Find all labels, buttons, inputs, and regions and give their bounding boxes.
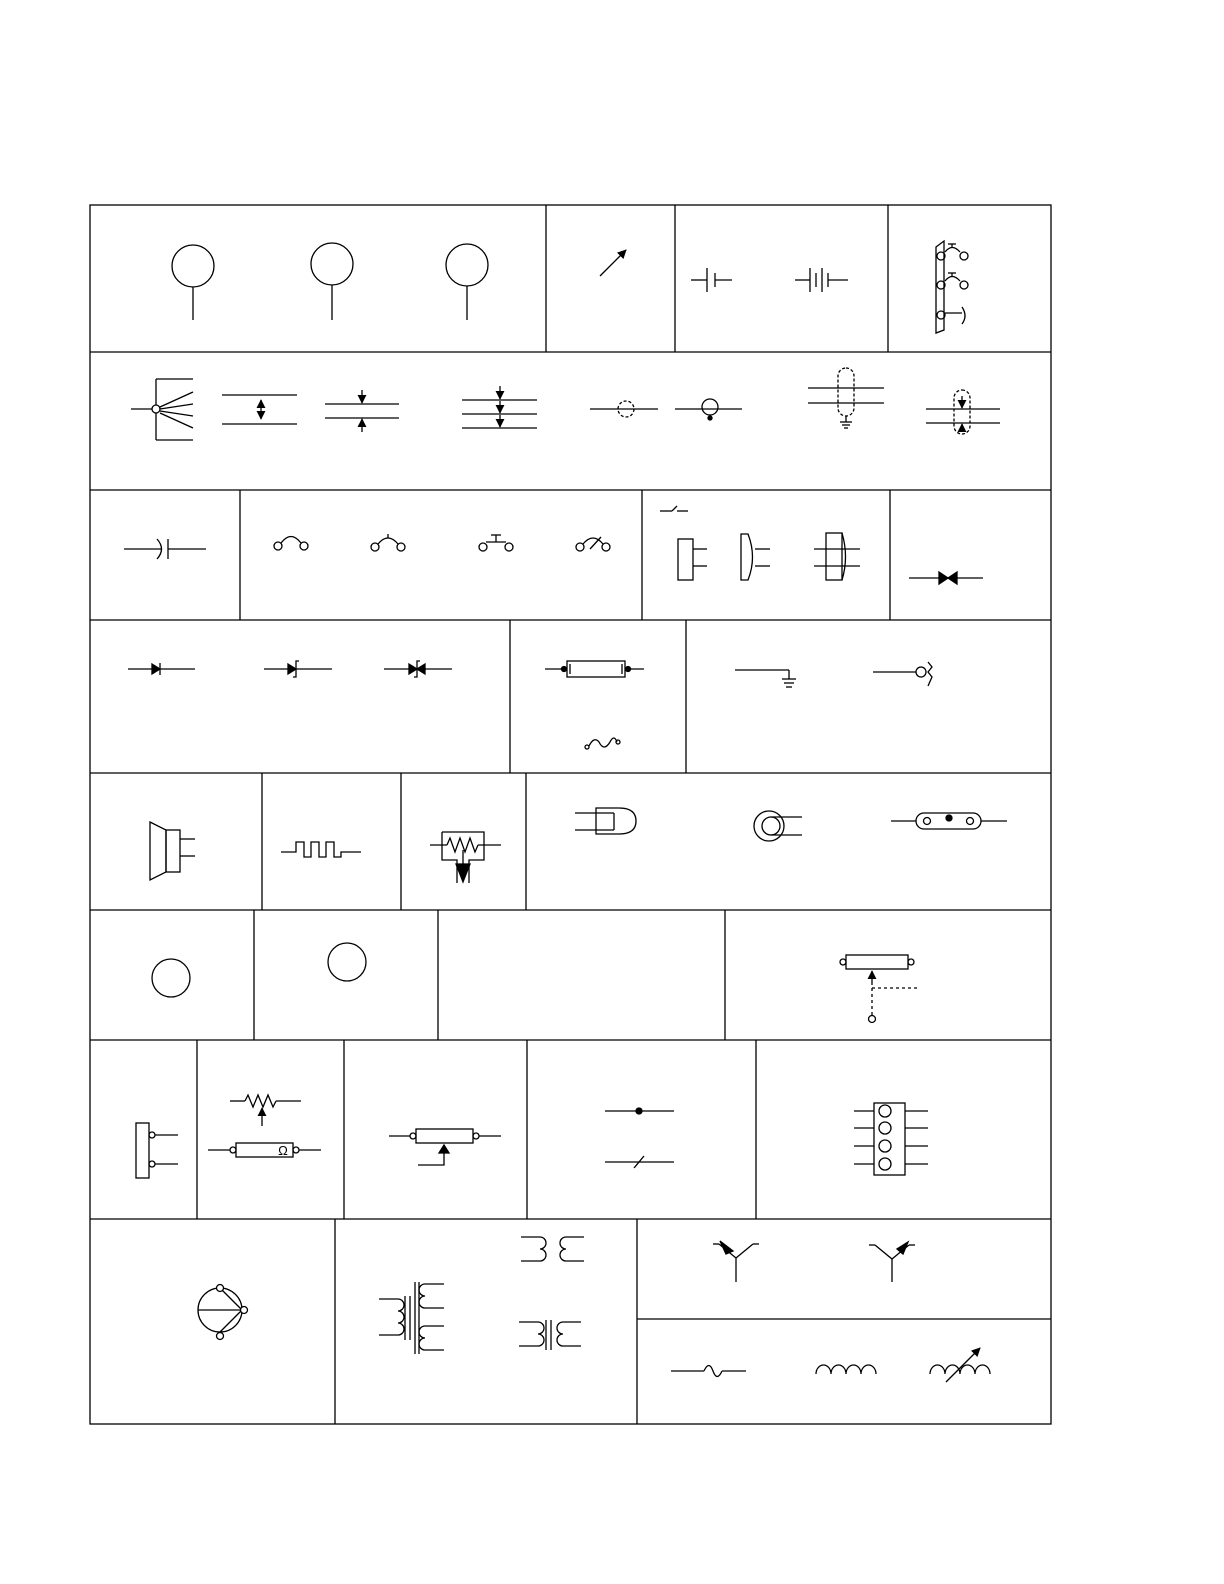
- transformer-icon: [521, 1237, 584, 1261]
- fuse-icon: [585, 738, 620, 749]
- zener-diode-icon: [384, 661, 452, 677]
- resistor-icon: [891, 813, 1007, 829]
- battery-single-cell-icon: [691, 268, 732, 292]
- switch-stack-icon: [605, 1108, 674, 1168]
- variable-arrow-icon: [600, 250, 626, 276]
- lamp-icon: [675, 399, 742, 420]
- multi-contact-fan-icon: [131, 379, 193, 440]
- push-button-icon: [576, 537, 610, 551]
- battery-multi-cell-icon: [795, 268, 848, 292]
- push-button-icon: [274, 537, 308, 551]
- transistor-icon: [713, 1241, 759, 1282]
- fuse-icon: [545, 661, 644, 677]
- contacts-double-arrow-icon: [222, 395, 297, 424]
- motor-icon: [152, 959, 190, 997]
- resistor-icon: [208, 1143, 321, 1158]
- vacuum-tube-icon: [808, 368, 884, 428]
- inductor-icon: [930, 1348, 990, 1382]
- diode-icon: [909, 572, 983, 584]
- switch-stack-icon: [936, 241, 968, 333]
- contacts-triple-arrow-icon: [462, 386, 537, 428]
- connector-block-icon: [854, 1103, 928, 1175]
- resistor-icon: [230, 1095, 301, 1126]
- potentiometer-icon: [389, 1129, 501, 1165]
- delay-line-icon: [281, 842, 361, 857]
- push-button-icon: [371, 534, 405, 551]
- grid-lines: [90, 205, 1051, 1424]
- lamp-icon: [590, 401, 658, 417]
- ground-icon: [735, 670, 796, 687]
- and-gate-icon: [754, 811, 802, 841]
- transformer-icon: [519, 1320, 581, 1350]
- inductor-icon: [671, 1366, 746, 1377]
- motor-icon: [198, 1285, 248, 1340]
- speaker-icon: [150, 822, 195, 880]
- ohm-label: Ω: [278, 1143, 288, 1158]
- transistor-icon: [869, 1242, 915, 1282]
- push-button-icon: [479, 535, 513, 551]
- zener-diode-icon: [264, 661, 332, 677]
- motor-icon: [328, 943, 366, 981]
- potentiometer-icon: [430, 832, 501, 883]
- capacitor-icon: [124, 539, 206, 559]
- diode-icon: [128, 663, 195, 675]
- and-gate-icon: [575, 808, 636, 834]
- connector-block-icon: [136, 1123, 178, 1178]
- jack-icon: [873, 662, 932, 686]
- transformer-icon: [379, 1282, 444, 1354]
- antenna-loop-icon: [172, 243, 488, 320]
- potentiometer-icon: [840, 955, 918, 1023]
- contacts-double-arrow-icon: [325, 390, 399, 432]
- inductor-icon: [816, 1365, 876, 1374]
- vacuum-tube-icon: [926, 390, 1000, 434]
- relay-icon: [660, 506, 860, 580]
